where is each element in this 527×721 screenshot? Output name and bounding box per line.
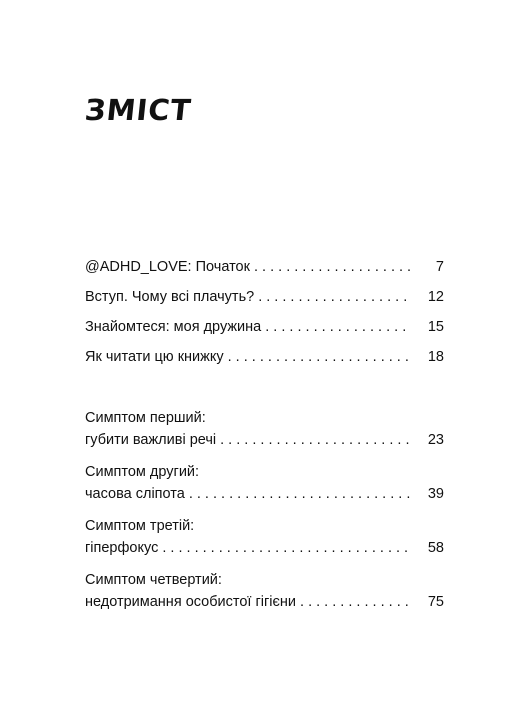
toc-entry xyxy=(85,316,444,338)
toc-entry xyxy=(85,286,444,308)
toc-entry-line xyxy=(85,591,444,613)
toc-entry-page-number: 75 xyxy=(427,594,444,610)
toc-entry-title: Знайомтеся: моя дружина xyxy=(85,319,262,335)
dot-leader xyxy=(189,483,410,505)
dot-leader xyxy=(300,591,410,613)
toc-entry xyxy=(85,256,444,278)
toc-entry xyxy=(85,569,444,613)
toc-entry-line xyxy=(85,256,444,278)
toc-entry-title: Як читати цю книжку xyxy=(85,349,224,365)
dot-leader xyxy=(265,316,410,338)
toc-entry-page-number: 58 xyxy=(427,540,444,556)
toc-entry-page-number: 7 xyxy=(435,259,444,275)
toc-entry-title-second-line: недотримання особистої гігієни xyxy=(85,594,297,610)
toc-entry-line xyxy=(85,346,444,368)
toc-entry-title-first-line: Симптом другий: xyxy=(85,464,200,480)
toc-entry-title-first-line: Симптом перший: xyxy=(85,410,206,426)
toc-entry-title-first-line: Симптом третій: xyxy=(85,518,195,534)
toc-entry-title: @ADHD_LOVE: Початок xyxy=(85,259,250,275)
toc-entry-title-second-line: губити важливі речі xyxy=(85,432,217,448)
toc-entry-page-number: 18 xyxy=(427,349,444,365)
dot-leader xyxy=(220,429,410,451)
toc-entry-line xyxy=(85,407,444,429)
toc-entry-line xyxy=(85,461,444,483)
toc-entry-title: Вступ. Чому всі плачуть? xyxy=(85,289,255,305)
toc-entry-line xyxy=(85,537,444,559)
page-title: ЗМІСТ xyxy=(83,93,194,127)
toc-entry-title-first-line: Симптом четвертий: xyxy=(85,572,222,588)
toc-entry-line xyxy=(85,286,444,308)
toc-entry-line xyxy=(85,515,444,537)
toc-entry-title-second-line: гіперфокус xyxy=(85,540,159,556)
toc-entry-page-number: 39 xyxy=(427,486,444,502)
toc-entry-line xyxy=(85,316,444,338)
toc-entry-page-number: 23 xyxy=(427,432,444,448)
toc-entry-line xyxy=(85,569,444,591)
toc-entry xyxy=(85,407,444,451)
toc-entry-page-number: 12 xyxy=(427,289,444,305)
toc-entry-line xyxy=(85,429,444,451)
toc-entry xyxy=(85,461,444,505)
dot-leader xyxy=(162,537,410,559)
dot-leader xyxy=(254,256,410,278)
toc-entry xyxy=(85,346,444,368)
dot-leader xyxy=(258,286,410,308)
toc-entry-title-second-line: часова сліпота xyxy=(85,486,185,502)
toc-entry-line xyxy=(85,483,444,505)
toc-entry xyxy=(85,515,444,559)
toc-entry-page-number: 15 xyxy=(427,319,444,335)
dot-leader xyxy=(228,346,410,368)
